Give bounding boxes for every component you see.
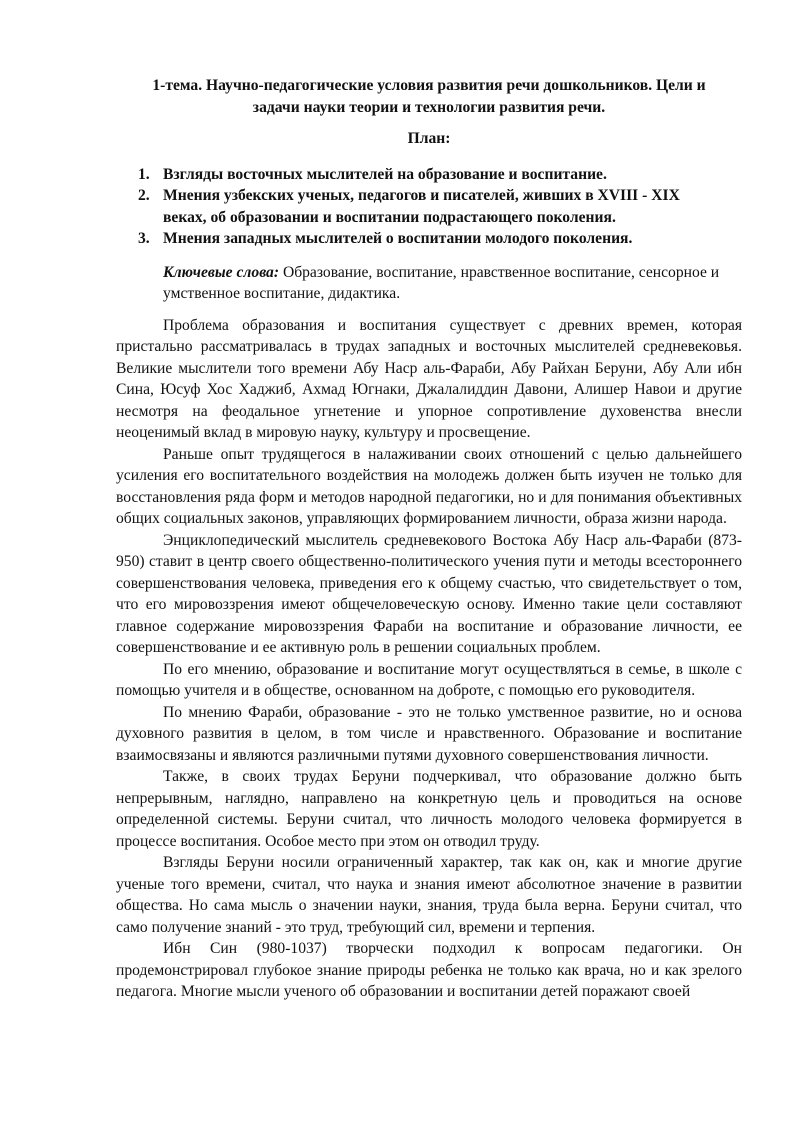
keywords-text: Образование, воспитание, нравственное воспитание, сенсорное и умственное воспитание, дидактика. [163, 263, 720, 302]
plan-heading: План: [407, 130, 451, 147]
plan-list [116, 164, 742, 250]
plan-item [116, 228, 742, 250]
plan-item-number: 3. [138, 230, 150, 247]
body-paragraph: По его мнению, образование и воспитание могут осуществляться в семье, в школе с помощью учителя и в обществе, основанном на доброте, с помощью его руководителя. [116, 660, 742, 699]
plan-item [116, 185, 742, 228]
keywords-label: Ключевые слова: [163, 263, 280, 281]
keywords-block [116, 262, 742, 305]
plan-item-text: Мнения западных мыслителей о воспитании молодого поколения. [163, 230, 633, 247]
body-paragraph: Взгляды Беруни носили ограниченный характер, так как он, как и многие другие ученые того времени, считал, что наука и знания имеют абсолютное значение в развитии общества. Но сама мысль о значении науки, знания, труда была верна. Беруни считал, что само получение знаний - это труд, требующий сил, времени и терпения. [116, 854, 742, 936]
body-paragraph: Раньше опыт трудящегося в налаживании своих отношений с целью дальнейшего усиления его воспитательного воздействия на молодежь должен быть изучен не только для восстановления ряда форм и методов народной педагогики, но и для понимания объективных общих социальных законов, управляющих формированием личности, образа жизни народа. [116, 445, 742, 527]
plan-item [116, 164, 742, 186]
body-paragraph: Проблема образования и воспитания существует с древних времен, которая пристально рассматривалась в трудах западных и восточных мыслителей средневековья. Великие мыслители того времени Абу Наср аль-Фараби, Абу Райхан Беруни, Абу Али ибн Сина, Юсуф Хос Хаджиб, Ахмад Югнаки, Джалалиддин Давони, Алишер Навои и другие несмотря на феодальное угнетение и упорное сопротивление духовенства внесли неоценимый вклад в мировую науку, культуру и просвещение. [116, 316, 742, 441]
body-paragraph: Ибн Син (980-1037) творчески подходил к вопросам педагогики. Он продемонстрировал глубокое знание природы ребенка не только как врача, но и как зрелого педагога. Многие мысли ученого об образовании и воспитании детей поражают своей [116, 940, 742, 1000]
body-paragraph: По мнению Фараби, образование - это не только умственное развитие, но и основа духовного развития в целом, в том числе и нравственного. Образование и воспитание взаимосвязаны и являются различными путями духовного совершенствования личности. [116, 703, 742, 764]
plan-item-text: Взгляды восточных мыслителей на образование и воспитание. [163, 165, 607, 183]
document-page [116, 75, 742, 1003]
plan-item-number: 2. [138, 187, 150, 204]
body-paragraph: Энциклопедический мыслитель средневекового Востока Абу Наср аль-Фараби (873-950) ставит в центр своего общественно-политического учения пути и методы всестороннего совершенствования человека, приведения его к общему счастью, что свидетельствует о том, что его мировоззрения имеют общечеловеческую основу. Именно такие цели составляют главное содержание мировоззрения Фараби на воспитание и образование личности, ее совершенствование и ее активную роль в решении социальных проблем. [116, 531, 742, 656]
document-title: 1-тема. Научно-педагогические условия развития речи дошкольников. Цели и задачи науки теории и технологии развития речи. [152, 77, 706, 116]
body-text [116, 315, 742, 1003]
plan-item-number: 1. [138, 165, 150, 183]
plan-item-text: Мнения узбекских ученых, педагогов и писателей, живших в XVIII - XIX веках, об образовании и воспитании подрастающего поколения. [163, 187, 680, 226]
body-paragraph: Также, в своих трудах Беруни подчеркивал, что образование должно быть непрерывным, наглядно, направлено на конкретную цель и проводиться на основе определенной системы. Беруни считал, что личность молодого человека формируется в процессе воспитания. Особое место при этом он отводил труду. [116, 768, 742, 850]
